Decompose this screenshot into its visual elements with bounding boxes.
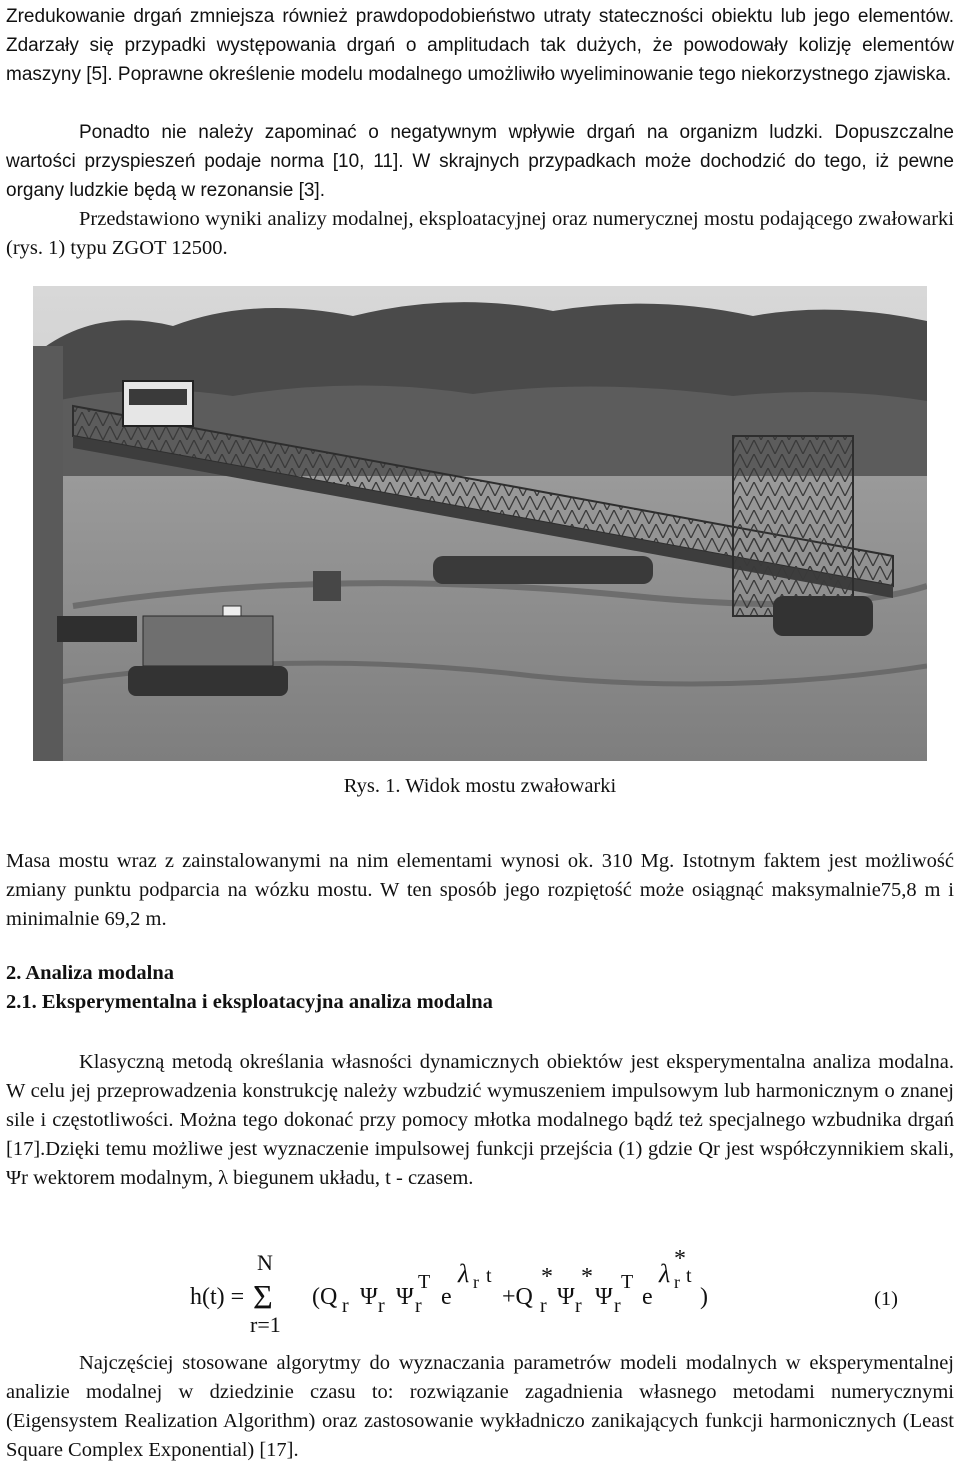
equation-number: (1) (874, 1288, 898, 1310)
eq-psi3: Ψ (557, 1284, 575, 1310)
paragraph-modal-analysis: Klasyczną metodą określania własności dynamicznych obiektów jest eksperymentalna analiza modalna. W celu jej przeprowadzenia konstrukcję należy wzbudzić wymuszeniem impulsowym lub harmonicznym o znanej sile i częstotliwości. Można tego dokonać przy pomocy młotka modalnego bądź też specjalnego wzbudnika drgań [17].Dzięki temu możliwe jest wyznaczenie impulsowej funkcji przejścia (1) gdzie Qr jest współczynnikiem skali, Ψr wektorem modalnym, λ biegunem układu, t - czasem. (6, 1051, 954, 1189)
paragraph-human-effects: Ponadto nie należy zapominać o negatywnym wpływie drgań na organizm ludzki. Dopuszczalne wartości przyspieszeń podaje norma [10, 11]. W skrajnych przypadkach może dochodzić do tego, iż pewne organy ludzkie będą w rezonansie [3]. (6, 122, 954, 201)
paragraph-bridge-mass: Masa mostu wraz z zainstalowanymi na nim elementami wynosi ok. 310 Mg. Istotnym faktem jest możliwość zmiany punktu podparcia na wózku mostu. W ten sposób jego rozpiętość może osiągnąć maksymalnie75,8 m i minimalnie 69,2 m. (6, 850, 954, 930)
eq-e1: e (441, 1284, 452, 1310)
paragraph-intro-results: Przedstawiono wyniki analizy modalnej, eksploatacyjnej oraz numerycznej mostu podającego zwałowarki (rys. 1) typu ZGOT 12500. (6, 208, 954, 259)
eq-sub-r4: r (473, 1272, 479, 1292)
eq-e2: e (642, 1284, 653, 1310)
section-heading: 2. Analiza modalna (6, 962, 175, 984)
eq-sum-lower: r=1 (250, 1312, 281, 1337)
eq-sub-r7: r (614, 1295, 621, 1317)
eq-sub-r5: r (540, 1295, 547, 1317)
eq-sum-symbol: Σ (253, 1279, 273, 1316)
eq-t1: t (486, 1265, 492, 1287)
eq-psi1: Ψ (360, 1284, 378, 1310)
eq-sub-r1: r (342, 1295, 349, 1317)
eq-star2: * (581, 1264, 593, 1290)
eq-sub-r6: r (575, 1295, 582, 1317)
equation-graphic (0, 1248, 960, 1338)
figure-caption: Rys. 1. Widok mostu zwałowarki (343, 775, 617, 797)
equation-impulse-response (0, 1248, 960, 1338)
paragraph-algorithms: Najczęściej stosowane algorytmy do wyznaczania parametrów modeli modalnych w eksperymentalnej analizie modalnej w dziedzinie czasu to: rozwiązanie zagadnienia własnego metodami numerycznymi (Eigensystem Realization Algorithm) oraz zastosowanie wykładniczo zanikających funkcji harmonicznych (Least Square Complex Exponential) [17]. (6, 1352, 954, 1461)
eq-sub-r8: r (674, 1272, 680, 1292)
eq-psi4: Ψ (595, 1284, 613, 1310)
eq-open-q: (Q (312, 1284, 338, 1310)
eq-star3: * (674, 1248, 686, 1272)
eq-t2: t (686, 1265, 692, 1287)
eq-plus-q: +Q (502, 1284, 533, 1310)
eq-sub-r3: r (415, 1295, 422, 1317)
subsection-heading: 2.1. Eksperymentalna i eksploatacyjna analiza modalna (6, 991, 493, 1013)
eq-sup-t2: T (621, 1271, 634, 1293)
paragraph-stability: Zredukowanie drgań zmniejsza również prawdopodobieństwo utraty stateczności obiektu lub jego elementów. Zdarzały się przypadki występowania drgań o amplitudach tak dużych, że powodowały kolizję elementów maszyny [5]. Poprawne określenie modelu modalnego umożliwiło wyeliminowanie tego niekorzystnego zjawiska. (6, 6, 954, 85)
eq-psi2: Ψ (396, 1284, 414, 1310)
eq-sup-t1: T (418, 1271, 431, 1293)
eq-sub-r2: r (378, 1295, 385, 1317)
eq-close: ) (700, 1284, 708, 1310)
figure-spreader-bridge-photo (33, 286, 927, 761)
eq-lambda1: λ (458, 1259, 470, 1288)
eq-lhs: h(t) = (190, 1284, 245, 1310)
eq-sum-upper: N (257, 1250, 273, 1275)
eq-star1: * (541, 1264, 553, 1290)
photo-illustration (33, 286, 927, 761)
eq-lambda2: λ (659, 1259, 671, 1288)
